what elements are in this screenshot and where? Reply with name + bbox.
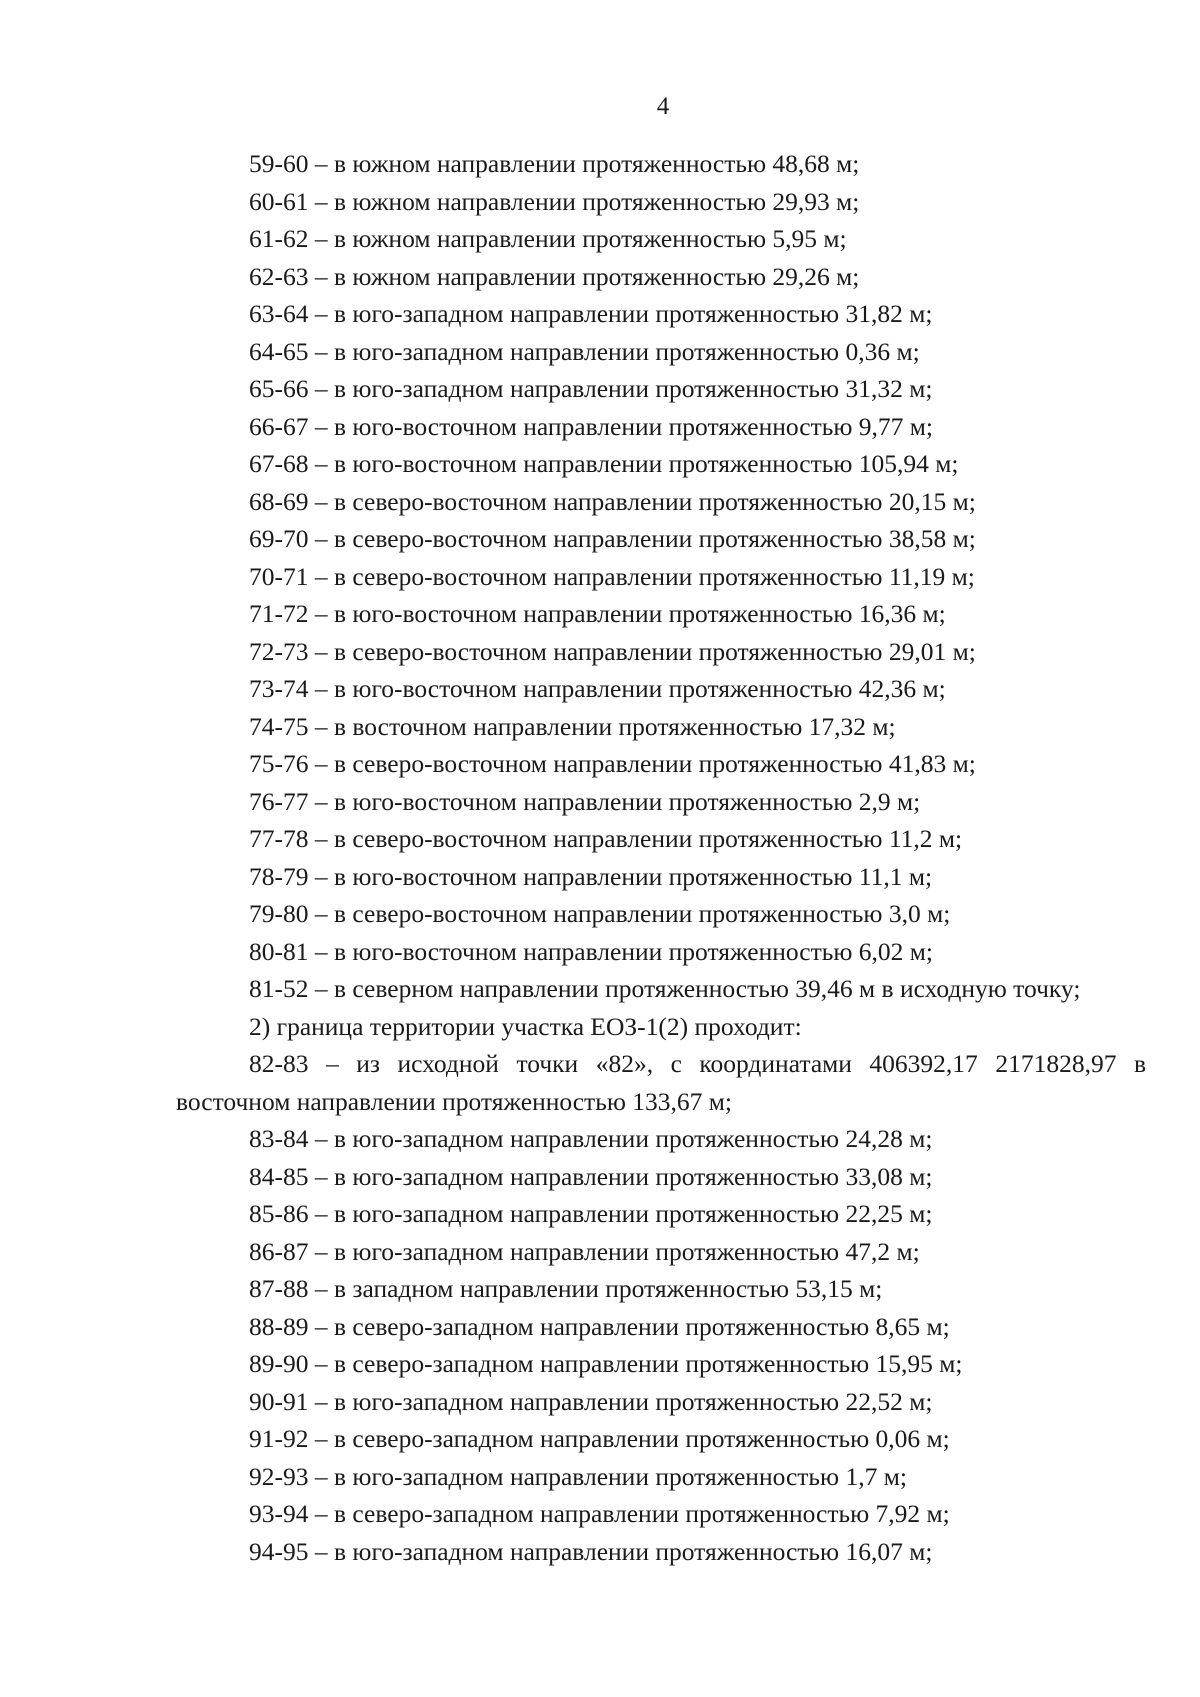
list-item: 60-61 – в южном направлении протяженностью 29,93 м;: [249, 186, 860, 216]
paragraph-82-83: 82-83 – из исходной точки «82», с координатами 406392,17 2171828,97 в восточном направлении протяженностью 133,67 м;: [176, 1049, 1146, 1116]
list-item: 89-90 – в северо-западном направлении протяженностью 15,95 м;: [249, 1349, 963, 1378]
list-item: 76-77 – в юго-восточном направлении протяженностью 2,9 м;: [249, 786, 921, 816]
list-item: 73-74 – в юго-восточном направлении протяженностью 42,36 м;: [249, 674, 946, 703]
list-item: 94-95 – в юго-западном направлении протяженностью 16,07 м;: [249, 1536, 933, 1566]
page-number: 4: [656, 93, 670, 120]
list-item: 92-93 – в юго-западном направлении протяженностью 1,7 м;: [249, 1461, 907, 1491]
list-item: 87-88 – в западном направлении протяженностью 53,15 м;: [249, 1274, 883, 1303]
list-item: 75-76 – в северо-восточном направлении протяженностью 41,83 м;: [249, 749, 976, 778]
list-item: 79-80 – в северо-восточном направлении протяженностью 3,0 м;: [249, 899, 951, 928]
list-item: 63-64 – в юго-западном направлении протяженностью 31,82 м;: [249, 299, 933, 328]
list-item: 69-70 – в северо-восточном направлении протяженностью 38,58 м;: [249, 524, 976, 553]
list-item: 83-84 – в юго-западном направлении протяженностью 24,28 м;: [249, 1124, 933, 1153]
list-item: 72-73 – в северо-восточном направлении протяженностью 29,01 м;: [249, 636, 976, 666]
list-item: 88-89 – в северо-западном направлении протяженностью 8,65 м;: [249, 1311, 950, 1341]
list-item: 74-75 – в восточном направлении протяженностью 17,32 м;: [249, 711, 896, 741]
list-item: 70-71 – в северо-восточном направлении протяженностью 11,19 м;: [249, 561, 975, 591]
list-item: 85-86 – в юго-западном направлении протяженностью 22,25 м;: [249, 1199, 933, 1228]
list-item: 64-65 – в юго-западном направлении протяженностью 0,36 м;: [249, 336, 920, 366]
document-body: [176, 145, 1146, 1570]
list-item: 66-67 – в юго-восточном направлении протяженностью 9,77 м;: [249, 411, 934, 441]
list-item: 62-63 – в южном направлении протяженностью 29,26 м;: [249, 261, 860, 291]
list-item: 90-91 – в юго-западном направлении протяженностью 22,52 м;: [249, 1386, 933, 1416]
list-item: 65-66 – в юго-западном направлении протяженностью 31,32 м;: [249, 374, 933, 403]
paragraph-81-52: 81-52 – в северном направлении протяженностью 39,46 м в исходную точку;: [249, 974, 1081, 1003]
list-item: 71-72 – в юго-восточном направлении протяженностью 16,36 м;: [249, 599, 946, 628]
list-item: 91-92 – в северо-западном направлении протяженностью 0,06 м;: [249, 1424, 950, 1453]
list-item: 59-60 – в южном направлении протяженностью 48,68 м;: [249, 149, 860, 178]
list-item: 84-85 – в юго-западном направлении протяженностью 33,08 м;: [249, 1161, 933, 1191]
list-item: 67-68 – в юго-восточном направлении протяженностью 105,94 м;: [249, 449, 959, 478]
list-item: 86-87 – в юго-западном направлении протяженностью 47,2 м;: [249, 1236, 920, 1266]
list-item: 80-81 – в юго-восточном направлении протяженностью 6,02 м;: [249, 936, 934, 966]
list-item: 78-79 – в юго-восточном направлении протяженностью 11,1 м;: [249, 861, 933, 891]
list-item: 68-69 – в северо-восточном направлении протяженностью 20,15 м;: [249, 486, 976, 516]
boundary-heading: 2) граница территории участка ЕОЗ-1(2) проходит:: [249, 1011, 802, 1041]
list-item: 61-62 – в южном направлении протяженностью 5,95 м;: [249, 224, 847, 253]
list-item: 77-78 – в северо-восточном направлении протяженностью 11,2 м;: [249, 824, 963, 853]
list-item: 93-94 – в северо-западном направлении протяженностью 7,92 м;: [249, 1499, 950, 1528]
